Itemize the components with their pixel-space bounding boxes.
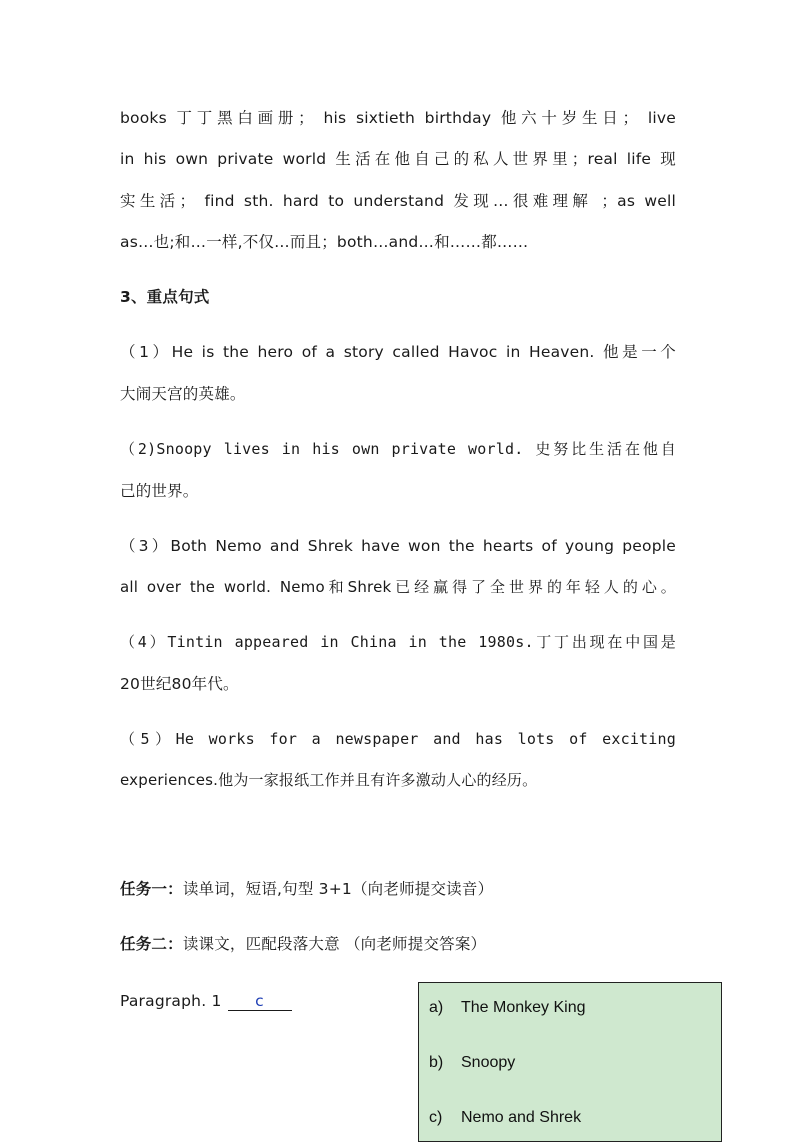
option-a-text: The Monkey King bbox=[461, 999, 586, 1016]
option-b bbox=[429, 1054, 515, 1072]
section-heading: 3、重点句式 bbox=[120, 288, 210, 306]
sentence-1-line-1: （1）He is the hero of a story called Havoc in Heaven. 他是一个 bbox=[120, 343, 676, 361]
task-2-label: 任务二： bbox=[120, 935, 183, 953]
sentence-3-line-2: all over the world. Nemo和Shrek已经赢得了全世界的年轻人的心。 bbox=[120, 578, 676, 596]
paragraph-label: Paragraph. 1 bbox=[120, 992, 222, 1010]
sentence-1-line-2: 大闹天宫的英雄。 bbox=[120, 385, 246, 403]
task-2-text: 读课文，匹配段落大意 （向老师提交答案） bbox=[182, 935, 487, 953]
sentence-4-line-1: （4）Tintin appeared in China in the 1980s.丁丁出现在中国是 bbox=[120, 633, 676, 651]
paragraph-1-match bbox=[120, 990, 360, 1012]
option-c-key: c) bbox=[429, 1109, 443, 1126]
sentence-5-line-2: experiences.他为一家报纸工作并且有许多激动人心的经历。 bbox=[120, 771, 538, 789]
sentence-4-line-2: 20世纪80年代。 bbox=[120, 675, 239, 693]
paragraph-answer-blank[interactable]: c bbox=[228, 992, 292, 1011]
task-2 bbox=[120, 933, 676, 955]
option-c-text: Nemo and Shrek bbox=[461, 1109, 582, 1126]
vocab-line-4: as…也;和…一样,不仅…而且；both…and…和……都…… bbox=[120, 233, 529, 251]
options-box bbox=[418, 982, 722, 1142]
option-a-key: a) bbox=[429, 999, 444, 1016]
option-b-key: b) bbox=[429, 1054, 444, 1071]
sentence-2-line-1: （2)Snoopy lives in his own private world. 史努比生活在他自 bbox=[120, 440, 676, 458]
task-1 bbox=[120, 878, 676, 900]
option-b-text: Snoopy bbox=[461, 1054, 516, 1071]
sentence-3-line-1: （3）Both Nemo and Shrek have won the hearts of young people bbox=[120, 537, 676, 555]
vocab-line-2: in his own private world 生活在他自己的私人世界里；real life 现 bbox=[120, 150, 676, 168]
option-c bbox=[429, 1109, 581, 1127]
option-a bbox=[429, 999, 586, 1017]
task-1-text: 读单词，短语,句型 3+1（向老师提交读音） bbox=[182, 880, 494, 898]
sentence-2-line-2: 己的世界。 bbox=[120, 482, 199, 500]
vocab-line-1: books 丁丁黑白画册； his sixtieth birthday 他六十岁生日； live bbox=[120, 109, 676, 127]
task-1-label: 任务一： bbox=[120, 880, 183, 898]
vocab-line-3: 实生活； find sth. hard to understand 发现…很难理解 ；as well bbox=[120, 192, 676, 210]
sentence-5-line-1: （5）He works for a newspaper and has lots of exciting bbox=[120, 730, 676, 748]
